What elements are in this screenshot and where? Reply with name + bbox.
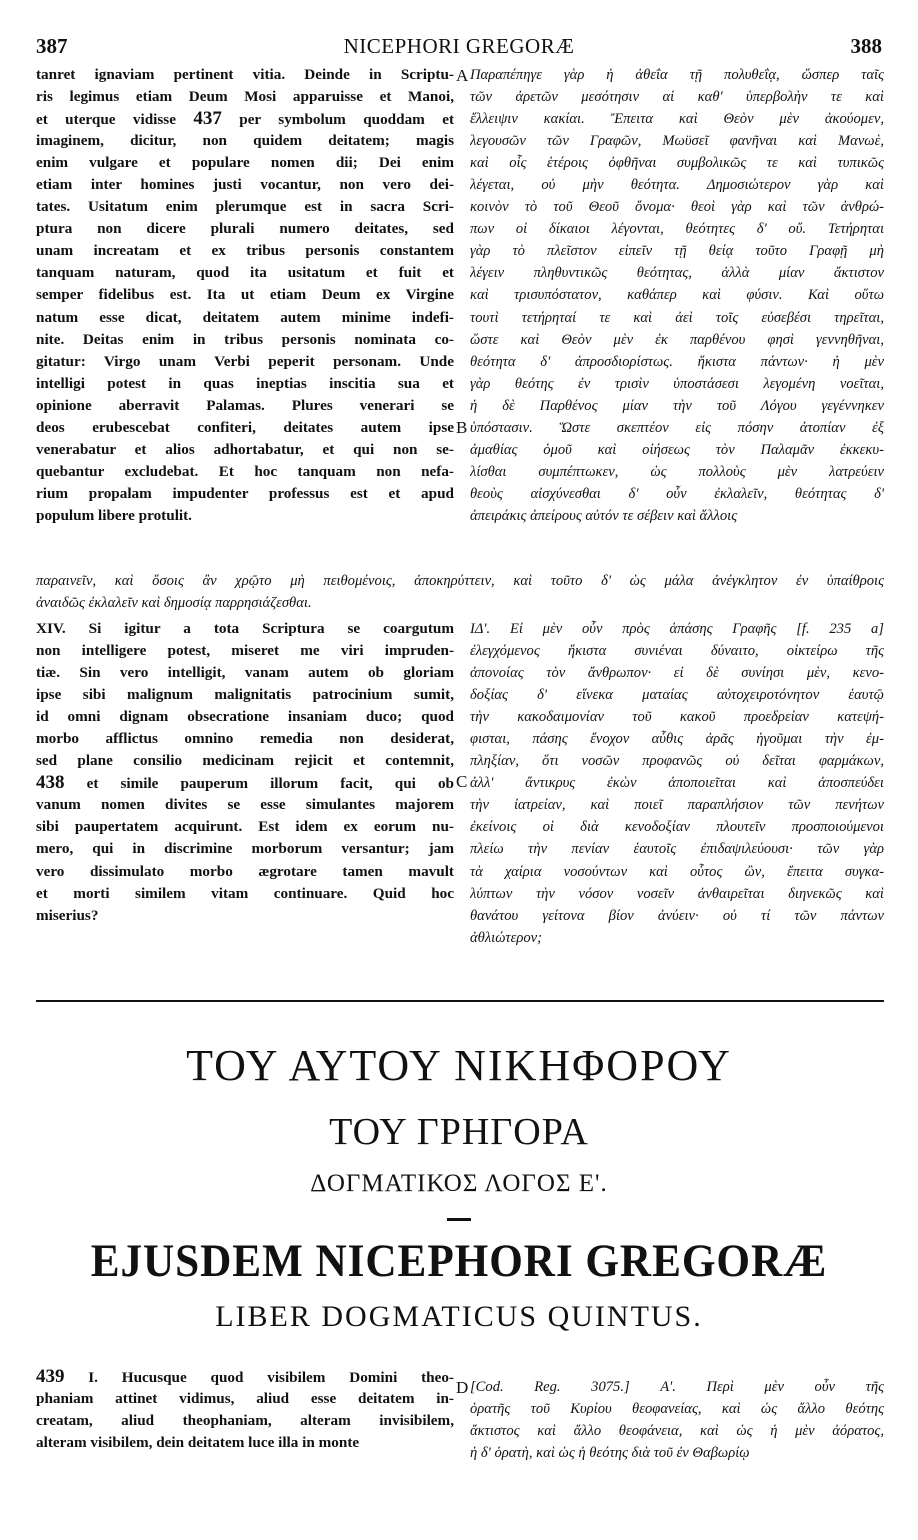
text-line: παραινεῖν, καὶ ὅσοις ἂν χρῷτο μὴ πειθομένοις, ἀποκηρύττειν, καὶ τοῦτο δ' ὡς μάλα ἀνέγκλητον ἐν ὑπαίθροις: [36, 573, 884, 589]
text-line: καὶ τρισυπόστατον, καθάπερ καὶ φύσιν. Καὶ οὕτω: [470, 287, 884, 304]
greek-column-2: [470, 618, 884, 949]
text-line: 438 et simile pauperum illorum facit, qui ob: [36, 772, 454, 794]
text-line: τὴν κακοδαιμονίαν τοῦ κακοῦ προεδρείαν κατεψή-: [470, 709, 884, 726]
text-line: deos erubescebat confiteri, deitates autem ipse: [36, 418, 454, 436]
text-line: τῶν ἀρετῶν μεσότησιν αἱ καθ' ὑπερβολὴν τε καὶ: [470, 89, 884, 106]
page-number-right: 388: [850, 34, 882, 58]
text-line: Παραπέπηγε γὰρ ἡ ἀθεΐα τῇ πολυθεΐᾳ, ὥσπερ ταῖς: [470, 67, 884, 83]
text-line: ὁρατῆς τοῦ Κυρίου θεοφανείας, καὶ ὡς ἄλλο θεότης: [470, 1401, 884, 1418]
section-rule: [36, 1000, 884, 1002]
text-line: πλείω τὴν πενίαν ἑαυτοῖς ἐπιδαψιλεύουσι· τῶν γὰρ: [470, 841, 884, 858]
text-line: λύπτων τὴν νόσον νοσεῖν ἀνθαιρεῖται διηνεκῶς καὶ: [470, 885, 884, 902]
text-line: τουτὶ τετήρηταί τε καὶ ἀεὶ τοῖς εὐσεβέσι τηρεῖται,: [470, 309, 884, 326]
text-line: morbo afflictus omnino remedia non desiderat,: [36, 730, 454, 748]
text-line: πληξίαν, ὅτι νοσῶν προφανῶς οὐ δεῖται φαρμάκων,: [470, 753, 884, 770]
text-line: λίσθαι συμπέπτωκεν, ὡς πολλοὺς μὲν λατρεύειν: [470, 463, 884, 480]
text-line: gitatur: Virgo unam Verbi peperit personam. Unde: [36, 352, 454, 370]
text-line: mero, qui in discrimine morborum versantur; jam: [36, 840, 454, 858]
text-line: ἡ δ' ὁρατὴ, καὶ ὡς ἡ θεότης διὰ τοῦ ἐν Θαβωρίῳ: [470, 1445, 750, 1462]
margin-letter-a: A: [456, 66, 469, 85]
text-line: φισται, πάσης ἔνοχον αὖθις ἀρᾶς ἡγοῦμαι τὴν ἐμ-: [470, 731, 884, 748]
text-line: vanum nomen divites se esse simulantes majorem: [36, 796, 454, 814]
text-line: ΙΔ'. Εἰ μὲν οὖν πρὸς ἁπάσης Γραφῆς [f. 235 a]: [470, 621, 884, 637]
greek-column-3: [470, 1376, 884, 1464]
text-line: tates. Usitatum enim plerumque est in sacra Scri-: [36, 198, 454, 216]
text-line: ipse sibi malignum malignitatis patrocinium sumit,: [36, 686, 454, 704]
text-line: τὰ χαίρια νοσούντων καὶ οὗτος ὢν, ἔπειτα συγκα-: [470, 863, 884, 880]
column-number: 438: [36, 772, 65, 794]
text-line: ἀπειράκις ἀπείρους αὐτόν τε σέβειν καὶ ἄλλοις: [470, 507, 738, 524]
greek-title-line-1: ΤΟΥ ΑΥΤΟΥ ΝΙΚΗΦΟΡΟΥ: [186, 1041, 732, 1090]
text-line: semper fidelibus est. Ita ut etiam Deum ex Virgine: [36, 286, 454, 304]
text-line: ὥστε καὶ Θεὸν μὲν ἐκ παρθένου φησὶ γεννηθῆναι,: [470, 331, 884, 348]
column-number: 437: [193, 108, 222, 130]
text-line: enim vulgare et populare nomen dii; Dei enim: [36, 154, 454, 172]
text-line: ἐκείνοις οἱ διὰ κενοδοξίαν πλουτεῖν προσποιούμενοι: [470, 819, 884, 836]
text-line: populum libere protulit.: [36, 506, 192, 524]
text-line: πων οἱ δίκαιοι λέγονται, θεότητες δ' οὔ. Τετήρηται: [470, 221, 884, 238]
text-line: [Cod. Reg. 3075.] Α'. Περὶ μὲν οὖν τῆς: [470, 1379, 884, 1395]
text-line: sibi paupertatem acquirunt. Est idem ex eorum nu-: [36, 818, 454, 836]
text-line: ἀμαθίας ὁμοῦ καὶ οἰήσεως τὸν Παλαμᾶν ἐκκεκυ-: [470, 441, 884, 458]
margin-letter-c: C: [456, 772, 468, 791]
text-line: alteram visibilem, dein deitatem luce illa in monte: [36, 1434, 360, 1452]
text-line: et uterque vidisse 437 per symbolum quoddam et: [36, 108, 454, 130]
text-line: ἀναιδῶς ἐκλαλεῖν καὶ δημοσίᾳ παρρησιάζεσθαι.: [36, 595, 312, 612]
text-line: θανάτου γείτονα βίον ἀνύειν· οὐ τί τῶν πάντων: [470, 907, 884, 924]
text-line: venerabatur et alios adhortabatur, et qui non se-: [36, 440, 454, 458]
greek-title-line-2: ΤΟΥ ΓΡΗΓΟΡΑ: [329, 1111, 589, 1153]
margin-letter-b: B: [456, 418, 468, 437]
text-line: imaginem, dicitur, non quidem deitatem; magis: [36, 132, 454, 150]
text-line: ἐλεγχόμενος ἥκιστα συνιέναι δύναιτο, οἰκτείρω τῆς: [470, 643, 884, 660]
text-line: λέγεται, οὐ μὴν θεότητα. Δημοσιώτερον γὰρ καὶ: [470, 177, 884, 194]
text-line: rium propalam impudenter professus est et apud: [36, 484, 454, 502]
full-width-greek: [36, 570, 884, 614]
text-line: ris legimus etiam Deum Mosi apparuisse et Manoi,: [36, 88, 454, 106]
text-line: ὑπόστασιν. Ὥστε σκεπτέον εἰς πόσην ἀτοπίαν ἐξ: [470, 419, 884, 436]
text-line: tanret ignaviam pertinent vitia. Deinde in Scriptu-: [36, 66, 454, 83]
text-line: natum esse dicat, deitatem autem minime indefi-: [36, 308, 454, 326]
greek-column-1: [470, 64, 884, 527]
latin-column-1: [36, 64, 454, 527]
text-line: θεοὺς αἰσχύνεσθαι δ' οὖν ἐκλαλεῖν, θεότητας δ': [470, 485, 884, 502]
text-line: tiæ. Sin vero intelligit, vanam autem ob gloriam: [36, 664, 454, 682]
text-line: κοινὸν τὸ τοῦ Θεοῦ ὄνομα· θεοὶ γὰρ καὶ τῶν ἀνθρώ-: [470, 199, 884, 216]
latin-column-2: [36, 618, 454, 927]
text-line: id omni dignam obsecratione insaniam duco; quod: [36, 708, 454, 726]
text-line: λέγειν πληθυντικῶς θεότητας, ἀλλὰ μίαν ἄκτιστον: [470, 265, 884, 282]
text-line: ἀπονοίας τὸν ἄνθρωπον· εἰ δὲ συνίησι μὲν, κενο-: [470, 665, 884, 682]
latin-column-3: [36, 1366, 454, 1454]
text-line: ptura non dicere plurali numero deitates, sed: [36, 220, 454, 238]
text-line: etiam inter homines justi vocantur, non vero dei-: [36, 176, 454, 194]
text-line: sed plane consilio medicinam rejicit et contemnit,: [36, 752, 454, 770]
text-line: creatam, aliud theophaniam, alteram invisibilem,: [36, 1412, 454, 1430]
latin-title-line-1: EJUSDEM NICEPHORI GREGORÆ: [90, 1235, 828, 1287]
latin-title-line-2: LIBER DOGMATICUS QUINTUS.: [215, 1300, 703, 1333]
text-line: δοξίας δ' εἵνεκα ματαίας αὐτοχειροτόνητον ἑαυτῷ: [470, 687, 884, 704]
text-line: vero dissimulato morbo ægrotare tamen mavult: [36, 862, 454, 880]
text-line: non intelligere potest, miseret me viri impruden-: [36, 642, 454, 660]
title-dash: [447, 1218, 471, 1221]
text-line: γὰρ θεότης ἐν τρισὶν ὑποστάσεσι λεγομένη νοεῖται,: [470, 375, 884, 392]
margin-letter-d: D: [456, 1378, 469, 1397]
text-line: XIV. Si igitur a tota Scriptura se coargutum: [36, 620, 454, 637]
text-line: phaniam attinet vidimus, aliud esse deitatem in-: [36, 1390, 454, 1408]
text-line: ἀθλιώτερον;: [470, 929, 542, 946]
column-number: 439: [36, 1366, 65, 1387]
text-line: λεγουσῶν τῶν Γραφῶν, Μωϋσεῖ φανῆναι καὶ Μανωὲ,: [470, 133, 884, 150]
text-line: τὴν ἰατρείαν, καὶ ποιεῖ παραπλήσιον τῶν πενήτων: [470, 797, 884, 814]
text-line: γὰρ τὸ πλεῖστον εἰπεῖν τῇ θείᾳ τοῦτο Γραφῇ μὴ: [470, 243, 884, 260]
text-line: tanquam naturam, quod ita usitatum et fuit et: [36, 264, 454, 282]
text-line: quebantur excludebat. Et hoc tanquam non nefa-: [36, 462, 454, 480]
text-line: intelligi potest in quas ineptias inscitia sua et: [36, 374, 454, 392]
greek-title-line-3: ΔΟΓΜΑΤΙΚΟΣ ΛΟΓΟΣ Ε'.: [310, 1170, 608, 1197]
text-line: opinione aberravit Palamas. Plures venerari se: [36, 396, 454, 414]
text-line: ἄκτιστος καὶ ἄλλο θεοφάνεια, καὶ ὡς ἡ μὲν ἀόρατος,: [470, 1423, 884, 1440]
running-title: NICEPHORI GREGORÆ: [343, 34, 575, 58]
text-line: ἀλλ' ἄντικρυς ἐκὼν ἀποποιεῖται καὶ ἀποσπεύδει: [470, 775, 884, 792]
text-line: καὶ οἷς ἑτέροις ὀφθῆναι συμβολικῶς τε καὶ τυπικῶς: [470, 155, 884, 172]
text-line: nite. Deitas enim in tribus personis nominata co-: [36, 330, 454, 348]
text-line: θεότητα δ' ἀπροσδιορίστως. ἥκιστα πάντων· ἡ μὲν: [470, 353, 884, 370]
text-line: ἡ δὲ Παρθένος μίαν τὴν τοῦ Λόγου γεγέννηκεν: [470, 397, 884, 414]
running-header: [36, 34, 882, 64]
text-line: ἔλλειψιν κακίαι. Ἔπειτα καὶ Θεὸν μὲν ἀκούομεν,: [470, 111, 884, 128]
text-line: 439 I. Hucusque quod visibilem Domini theo-: [36, 1366, 454, 1387]
text-line: et morti similem vitam continuare. Quid hoc: [36, 884, 454, 902]
text-line: unam increatam et ex tribus personis constantem: [36, 242, 454, 260]
text-line: miserius?: [36, 906, 99, 924]
page-number-left: 387: [36, 34, 68, 58]
